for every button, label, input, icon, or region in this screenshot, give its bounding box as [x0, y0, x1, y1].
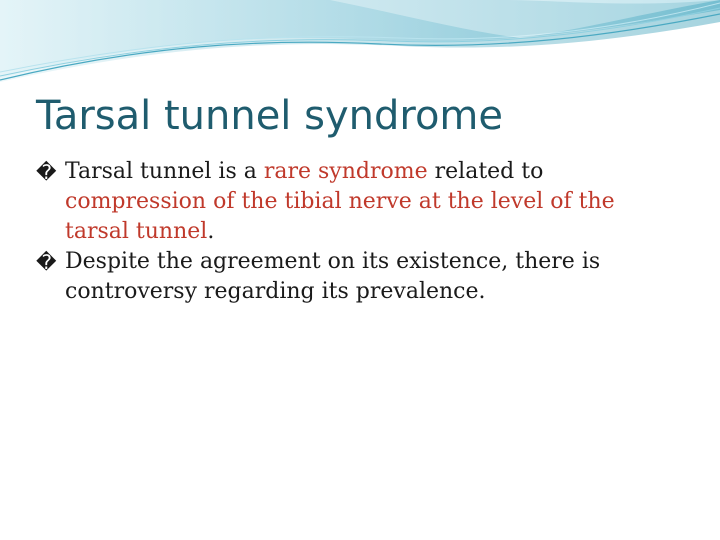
bullet-text-segment: Despite the agreement on its existence, there is controversy regarding its prevalence. [65, 249, 601, 304]
bullet-marker-icon: � [36, 250, 57, 274]
slide-title: Tarsal tunnel syndrome [36, 93, 503, 139]
bullet-text-segment: Tarsal tunnel is a [65, 159, 264, 184]
bullet-list [36, 157, 666, 307]
bullet-emphasis-text: compression of the tibial nerve at the level of the tarsal tunnel [65, 189, 615, 244]
bullet-text-segment: . [207, 219, 215, 244]
bullet-item-1 [36, 157, 666, 247]
bullet-item-2 [36, 247, 666, 307]
bullet-marker-icon: � [36, 160, 57, 184]
bullet-emphasis-text: rare syndrome [263, 159, 428, 184]
header-wave-decoration [0, 0, 720, 90]
bullet-text-segment: related to [427, 159, 544, 184]
